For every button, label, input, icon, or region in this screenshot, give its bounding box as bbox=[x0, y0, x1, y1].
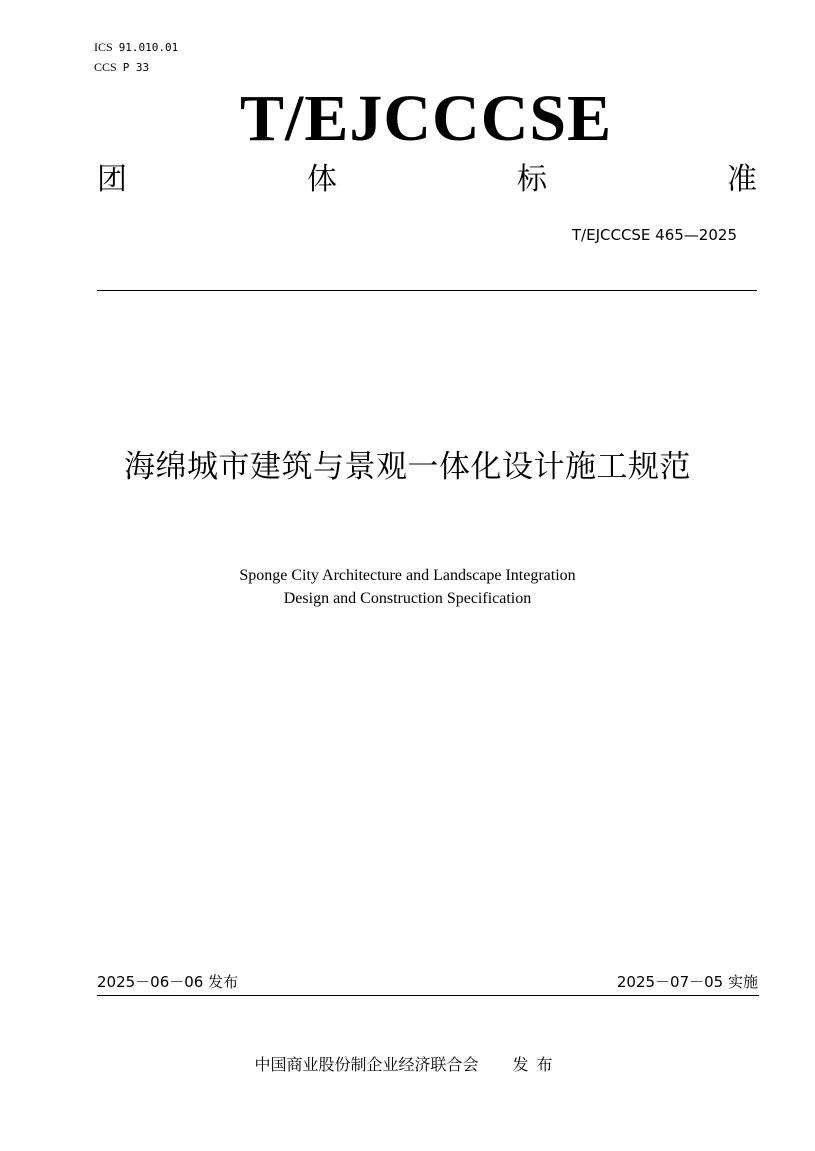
document-title-cn: 海绵城市建筑与景观一体化设计施工规范 bbox=[124, 449, 691, 485]
document-title-en bbox=[0, 564, 815, 610]
implementation-date: 2025－07－05 实施 bbox=[616, 973, 758, 991]
title-en-line-1: Sponge City Architecture and Landscape Integration bbox=[239, 567, 576, 584]
bottom-divider bbox=[97, 995, 759, 996]
category-char-2: 体 bbox=[307, 162, 337, 197]
title-en-line-2: Design and Construction Specification bbox=[283, 590, 532, 607]
ccs-code bbox=[94, 60, 149, 75]
ics-label: ICS bbox=[94, 40, 113, 54]
category-char-4: 准 bbox=[727, 162, 757, 197]
standard-category bbox=[97, 160, 757, 200]
category-char-3: 标 bbox=[517, 162, 547, 197]
category-char-1: 团 bbox=[97, 162, 127, 197]
ics-value: 91.010.01 bbox=[118, 41, 179, 54]
ccs-label: CCS bbox=[94, 60, 117, 74]
publisher-name: 中国商业股份制企业经济联合会 bbox=[254, 1055, 479, 1074]
publisher-action: 发布 bbox=[512, 1055, 561, 1074]
standard-number: T/EJCCCSE 465—2025 bbox=[571, 226, 737, 244]
issue-date: 2025－06－06 发布 bbox=[97, 973, 239, 991]
publisher bbox=[0, 1054, 815, 1076]
standard-logo: T/EJCCCSE bbox=[240, 82, 613, 155]
ccs-value: P 33 bbox=[122, 61, 150, 74]
ics-code bbox=[94, 40, 178, 55]
top-divider bbox=[97, 290, 757, 291]
